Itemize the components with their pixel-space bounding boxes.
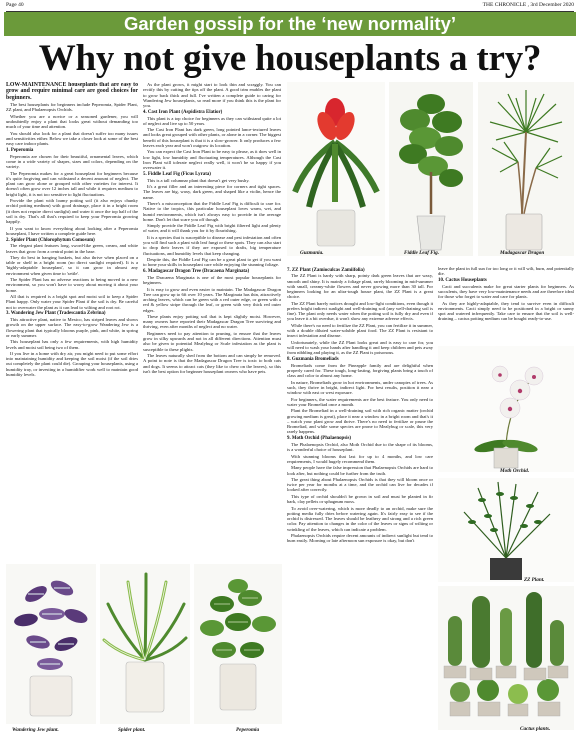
article-paragraph: Cacti and succulents make for great starter plants for beginners. As succulents, they have very low-maintenance needs and are therefore ideal for those who forget to water and care for plants.	[438, 283, 574, 300]
section-title: 1. Peperomia	[6, 147, 34, 153]
article-paragraph: For beginners, the water requirements are the best feature. You only need to water your Bromeliad once a month.	[287, 396, 433, 407]
section-title: 8. Guzmania Bromeliads	[287, 357, 339, 363]
article-paragraph: In nature, Bromeliads grow in hot environments, under canopies of trees. As such, they thrive in bright, indirect light. For best results, position it near a window with east or west exposure.	[287, 379, 433, 396]
article-paragraph: Phalaenopsis Orchids require decent amounts of indirect sunlight but tend to burn easily. Morning or late afternoon sun exposure is okay, but don't	[287, 533, 433, 544]
intro-lead: LOW-MAINTENANCE houseplants that are easy to grow and require minimal care are good choices for beginners.	[6, 82, 138, 101]
page-number: Page 40	[6, 2, 24, 8]
article-paragraph: Many people have the false impression that Phalaenopsis Orchids are hard to look after, but nothing could be further from the truth.	[287, 465, 433, 476]
peperomia-caption: Peperomia	[236, 727, 260, 733]
article-paragraph: The leaves naturally shed from the bottom and can simply be removed. A point to note is that the Madagascar Dragon Tree is toxic to both cats and dogs. It seems to attract cats (they like to chew on the leaves), so this isn't the best option for beginner houseplant owners who have pets.	[143, 353, 281, 374]
article-paragraph: Unfortunately, while the ZZ Plant looks great and is easy to care for, you will need to wash your hands after handling it and keep children and pets away from nibbling and playing it, as the ZZ Plant is poisonous.	[287, 339, 433, 356]
article-paragraph: As the plant grows, it might start to look thin and scraggly. You can rectify this by cutting the tips off the plant. A good trim enables the plant to grow back thick and full. I've written a complete guide to caring for Wandering Jew houseplants, so read more if you think this is the plant for you.	[143, 82, 281, 108]
article-paragraph: You can expect the Cast Iron Plant to be easy to please, as it does well in low light, low humidity and fluctuating temperatures. Although the Cast Iron Plant will tolerate neglect really well, it won't be so happy if you overwater it.	[143, 149, 281, 171]
article-paragraph: Peperomia are chosen for their beautiful, ornamental leaves, which come in a wide variety of shapes, sizes and colors, depending on the variety.	[6, 153, 138, 170]
article-paragraph: Simply provide the Fiddle Leaf Fig with bright filtered light and plenty of water, and it will thank you for it by flourishing.	[143, 223, 281, 234]
article-paragraph: These plants enjoy potting soil that is kept slightly moist. However, many owners have reported their Madagascar Dragon Tree surviving and thriving, even after months of neglect and no water.	[143, 313, 281, 330]
article-paragraph: The Phalaenopsis Orchid, also Moth Orchid due to the shape of its blooms, is a wonderful choice of houseplant.	[287, 441, 433, 453]
section-title: 4. Cast Iron Plant (Aspidistra Elatior)	[143, 109, 223, 115]
article-paragraph: The great thing about Phalaenopsis Orchids is that they will bloom once or twice per year for months at a time, and the orchid can live for decades if looked after correctly.	[287, 476, 433, 493]
article-paragraph: All that is required is a bright spot and moist soil to keep a Spider Plant happy. Only water your Spider Plant if the soil is dry. Be careful not to overwater the plant as it can lead to wilting and root rot.	[6, 294, 138, 310]
article-paragraph: Provide the plant with loamy potting soil (it also enjoys chunky orchid potting medium) with good drainage, place it in a bright room (it does not require direct sunlight) and water it once the top half of the soil is dry. That's all that's required to keep your Peperomia growing happily.	[6, 198, 138, 225]
section-title: 9. Moth Orchid (Phalaenopsis)	[287, 436, 352, 442]
article-paragraph: It is easy to grow and even easier to maintain. The Madagascar Dragon Tree can grow up to 6ft over 10 years. The Marginata has thin, attractively arching leaves, which can be green with a red outer edge, or green with a red & yellow stripe through the leaf, or green with very thick red outer edges.	[143, 286, 281, 313]
page-headline: Why not give houseplants a try?	[38, 38, 542, 79]
madagascar-dragon-photo	[478, 82, 574, 256]
article-paragraph: This plant is a top choice for beginners as they can withstand quite a lot of neglect and live up to 50 years.	[143, 115, 281, 126]
guzmania-caption: Guzmania.	[300, 250, 324, 256]
article-paragraph: This type of orchid shouldn't be grown in soil and must be planted in fir bark, clay pellets or sphagnum moss.	[287, 493, 433, 505]
article-paragraph: The Peperomia makes for a great houseplant for beginners because it's quite forgiving and can withstand a decent amount of neglect. The plant can grow alone or grouped with other varieties for interest. It doesn't often grow over 12 inches tall and while it requires medium to bright light, it is not too sensitive to light fluctuations.	[6, 170, 138, 197]
article-paragraph: There's a misconception that the Fiddle Leaf Fig is difficult to care for. Native to the tropics, this particular houseplant loves warm, wet, and humid environments, which isn't always easy to provide in the average home. Don't let that scare you off though.	[143, 201, 281, 222]
wandering-jew-caption: Wandering Jew plant.	[12, 727, 59, 733]
section-title: 7. ZZ Plant (Zamioculcas Zamiifolia)	[287, 267, 365, 273]
article-paragraph: Bromeliads come from the Pineapple family and are delightful when properly cared for. These tough, long-lasting, forgiving plants bring a touch of class and color to almost any home.	[287, 362, 433, 379]
cactus-photo	[438, 586, 574, 730]
article-paragraph: This attractive plant, native to Mexico, has striped leaves and shows growth on the upper surface. The easy-to-grow Wandering Jew is a flowering plant that typically blooms purple, pink, and white, in spring or early summer.	[6, 317, 138, 338]
intro-paragraph: Whether you are a novice or a seasoned gardener, you will undoubtedly enjoy a plant that looks great without demanding too much of your time and attention.	[6, 113, 138, 130]
paper-dateline: THE CHRONICLE , 3rd December 2020	[482, 2, 574, 8]
article-paragraph: The Spider Plant has no adverse reactions to being moved to a new environment, so you won't have to worry about moving it about your home.	[6, 277, 138, 293]
article-paragraph: Plant the Bromeliad in a well-draining soil with rich organic matter (orchid growing medium is great), place it near a window in a bright room and that's it – watch your plant grow and thrive. There's no need to fertilize or prune the Bromeliad, and while some species are prone to Mealybug or scale, this very rarely happens.	[287, 408, 433, 435]
article-paragraph: It is a species that is susceptible to disease and pest infestation and often you will find such a plant with leaf fungi or these spots. They can also start to drop their leaves if they are exposed to drafts, big temperature fluctuations, and humidity levels that keep changing.	[143, 234, 281, 256]
article-paragraph: If you want to know everything about looking after a Peperomia houseplant, I have written a complete guide here.	[6, 225, 138, 236]
article-paragraph: They do best in hanging baskets, but also thrive when placed on a table or shelf in a bright room (no direct sunlight required). It is a 'highly-adaptable houseplant', so it can grow in almost any environment when given time to 'settle'.	[6, 254, 138, 276]
column-4	[438, 266, 574, 342]
article-paragraph: With stunning blooms that last for up to 4 months, and low care requirements, I would hugely recommend them.	[287, 453, 433, 464]
fiddle-leaf-fig-caption: Fiddle Leaf Fig.	[404, 250, 440, 256]
section-title: 10. Cactus Houseplants	[438, 278, 487, 283]
article-paragraph: As they are highly-adaptable, they tend to survive even in difficult environments. Cacti simply need to be positioned in a bright or sunny spot and watered infrequently. Take care to ensure that the soil is well-draining – cactus potting medium can be bought ready-to-use.	[438, 300, 574, 322]
intro-paragraph: The best houseplants for beginners include Peperomia, Spider Plant, ZZ plant, and Phalaenopsis Orchids.	[6, 102, 138, 113]
section-banner: Garden gossip for the ‘new normality’	[4, 12, 576, 36]
section-title: 2. Spider Plant (Chlorophytum Comosum)	[6, 237, 95, 243]
intro-paragraph: You should also look for a plant that doesn't suffer too many issues and sensitivities either. Below we take a closer look at some of the best easy care indoor plants.	[6, 130, 138, 147]
guzmania-photo	[287, 82, 385, 256]
spider-plant-photo	[100, 564, 190, 724]
fiddle-leaf-fig-photo	[389, 82, 473, 256]
article-paragraph: If you live in a home with dry air, you might need to put some effort into maintaining humidity and keeping the soil moist (if the soil dries out completely the plant could die). Grouping your houseplants, using a humidity tray, or investing in a humidifier work well to maintain good humidity levels.	[6, 350, 138, 377]
article-paragraph: It's a great filler and an interesting piece for corners and tight spaces. The leaves are big, waxy, dark green, and shaped like a violin, hence the name.	[143, 184, 281, 200]
moth-orchid-caption: Moth Orchid.	[500, 468, 530, 474]
column-3	[287, 266, 433, 736]
zz-plant-caption: ZZ Plant.	[524, 577, 545, 583]
article-paragraph: The Dracaena Marginata is one of the most popular houseplants for beginners.	[143, 274, 281, 286]
section-title: 3. Wandering Jew Plant (Tradescantia Zebrina)	[6, 311, 106, 317]
article-paragraph: This houseplant has only a few requirements, with high humidity levels and moist soil being two of them.	[6, 339, 138, 350]
wandering-jew-photo	[6, 564, 96, 724]
article-paragraph: leave the plant in full sun for too long or it will wilt, burn, and potentially die.	[438, 266, 574, 277]
article-paragraph: The ZZ Plant is hardy with sharp, pointy dark green leaves that are waxy, smooth and shiny. It is mainly a foliage plant, rarely blooming in mid-summer with small, creamy-white flowers and never growing more than 30 tall. For beginners looking for an ultra-tough house plant, the ZZ Plant is a great choice.	[287, 273, 433, 300]
article-paragraph: The ZZ Plant barely notices drought and low-light conditions, even though it prefers bright indirect sunlight and well-draining soil (any well-draining soil is fine). The plant only needs water when the potting soil is fully dry and even if you leave it a bit overdue, it won't show any extreme adverse effects.	[287, 300, 433, 322]
column-2	[143, 82, 281, 560]
moth-orchid-photo	[438, 346, 574, 472]
section-title: 5. Fiddle Leaf Fig (Ficus Lyrata)	[143, 171, 211, 177]
article-paragraph: The Cast Iron Plant has dark green, long pointed lance-textured leaves and looks great grouped with other plants, or alone in a corner. The biggest benefit of this houseplant is that it is a slow-grower. It only produces a few leaves each year and won't outgrow its location.	[143, 127, 281, 148]
section-title: 6. Madagascar Dragon Tree (Dracaena Marginata)	[143, 269, 250, 275]
article-paragraph: This is a tall columnar plant that doesn't get very bushy.	[147, 177, 250, 183]
article-paragraph: Beginners need to pay attention to pruning, to ensure that the leaves grow in silky upwards and not in all different directions. Attention must also be given to potential Mealybug or Scale infestation as the plant is susceptible to these plights.	[143, 330, 281, 352]
article-paragraph: While there's no need to fertilize the ZZ Plant, you can fertilize it in summer, with a double diluted water-soluble plant food. The ZZ Plant is resistant to insect infestation and disease.	[287, 322, 433, 339]
zz-plant-photo	[438, 478, 574, 582]
article-paragraph: The elegant plant features long, sword-like green, cream, and white leaves that grow from a central point in the base.	[6, 243, 138, 254]
peperomia-photo	[194, 564, 282, 724]
article-paragraph: Despite this, the Fiddle Leaf Fig can be a great plant to get if you want to hone your skills in houseplant care while enjoying the stunning foliage.	[143, 257, 281, 268]
madagascar-dragon-caption: Madagascar Dragon	[500, 250, 545, 256]
spider-plant-caption: Spider plant.	[118, 727, 146, 733]
article-paragraph: To avoid over-watering, which is more deadly to an orchid, make sure the potting media fully dries before watering again. It's fairly easy to see if the orchid is distressed. The leaves should be leathery and strong and a rich green color. Pay attention to changes in the color of the leaves or signs of wilting or wrinkling of the leaves, which can indicate a problem.	[287, 505, 433, 532]
cactus-caption: Cactus plants.	[520, 726, 551, 732]
